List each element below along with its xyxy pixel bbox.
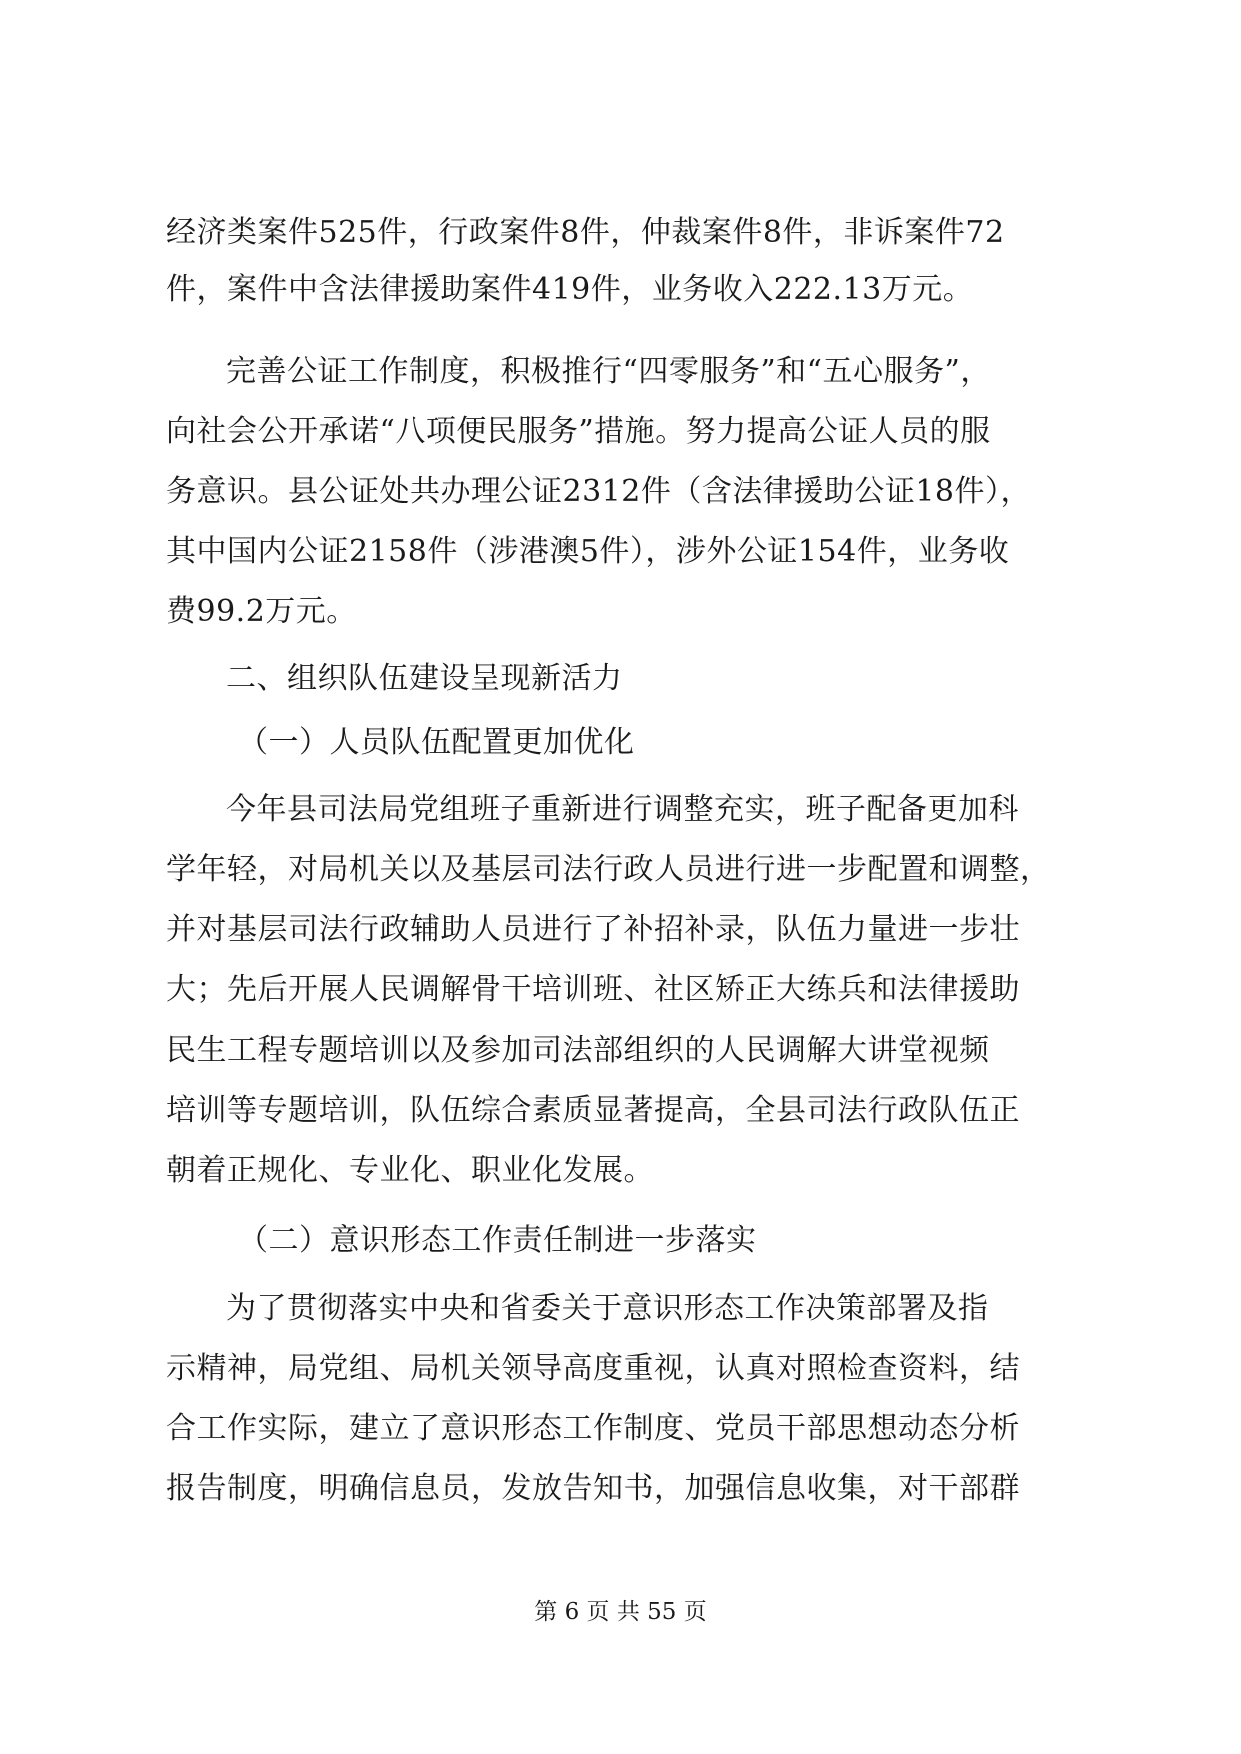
paragraph-line: 学年轻，对局机关以及基层司法行政人员进行进一步配置和调整， — [166, 852, 1051, 887]
paragraph-line: 务意识。县公证处共办理公证2312件（含法律援助公证18件）， — [166, 474, 1032, 509]
subsection-heading: （二）意识形态工作责任制进一步落实 — [238, 1223, 757, 1258]
paragraph-line: 件，案件中含法律援助案件419件，业务收入222.13万元。 — [166, 272, 974, 307]
paragraph-line: 示精神，局党组、局机关领导高度重视，认真对照检查资料，结 — [166, 1351, 1020, 1386]
paragraph-line: 完善公证工作制度，积极推行“四零服务”和“五心服务”， — [226, 354, 991, 389]
paragraph-line: 向社会公开承诺“八项便民服务”措施。努力提高公证人员的服 — [166, 414, 991, 449]
paragraph-line: 并对基层司法行政辅助人员进行了补招补录，队伍力量进一步壮 — [166, 912, 1020, 947]
paragraph-line: 费99.2万元。 — [166, 594, 357, 629]
paragraph-line: 合工作实际，建立了意识形态工作制度、党员干部思想动态分析 — [166, 1411, 1020, 1446]
subsection-heading: （一）人员队伍配置更加优化 — [238, 725, 635, 760]
page-number-footer: 第 6 页 共 55 页 — [534, 1599, 707, 1625]
paragraph-line: 朝着正规化、专业化、职业化发展。 — [166, 1153, 654, 1188]
section-heading: 二、组织队伍建设呈现新活力 — [226, 661, 623, 696]
paragraph-line: 报告制度，明确信息员，发放告知书，加强信息收集，对干部群 — [166, 1471, 1020, 1506]
paragraph-line: 培训等专题培训，队伍综合素质显著提高，全县司法行政队伍正 — [166, 1093, 1020, 1128]
paragraph-line: 经济类案件525件，行政案件8件，仲裁案件8件，非诉案件72 — [166, 215, 1005, 250]
paragraph-line: 大；先后开展人民调解骨干培训班、社区矫正大练兵和法律援助 — [166, 972, 1020, 1007]
paragraph-line: 为了贯彻落实中央和省委关于意识形态工作决策部署及指 — [226, 1291, 989, 1326]
paragraph-line: 民生工程专题培训以及参加司法部组织的人民调解大讲堂视频 — [166, 1033, 990, 1068]
paragraph-line: 今年县司法局党组班子重新进行调整充实，班子配备更加科 — [226, 792, 1019, 827]
paragraph-line: 其中国内公证2158件（涉港澳5件），涉外公证154件，业务收 — [166, 534, 1010, 569]
